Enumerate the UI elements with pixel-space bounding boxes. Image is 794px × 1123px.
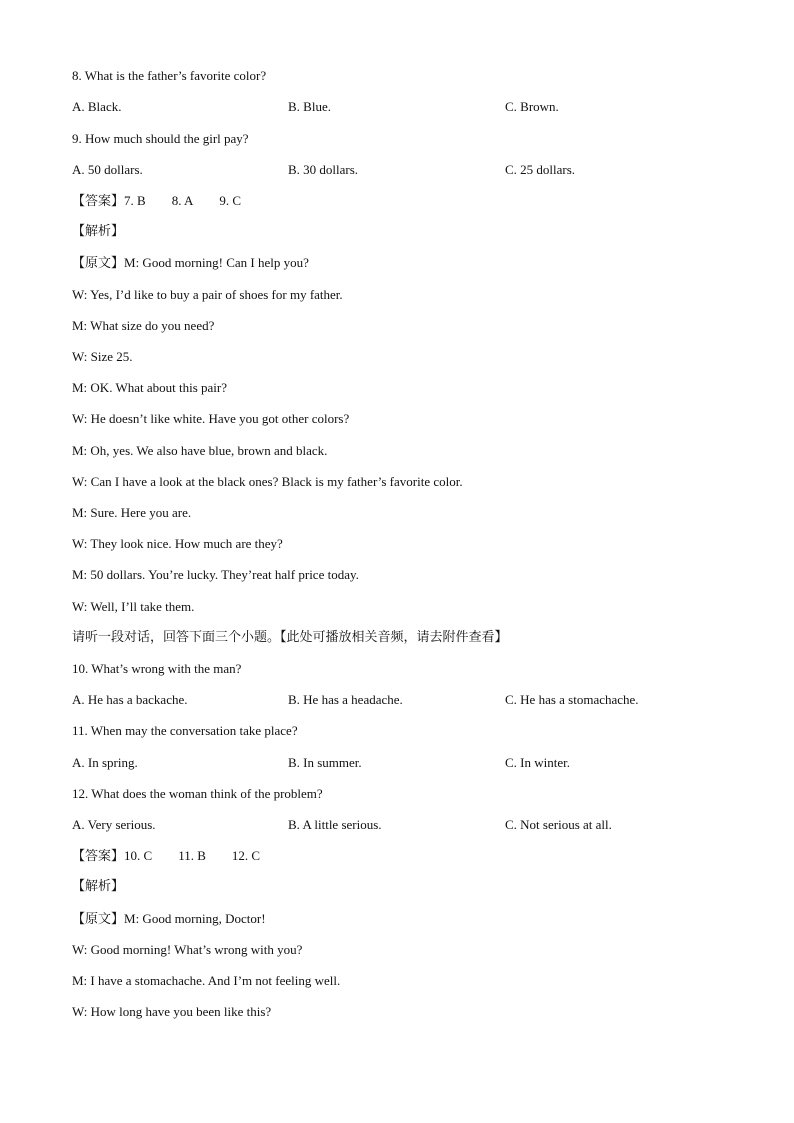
answer-item: 11. B — [178, 848, 206, 863]
q10-option-c: C. He has a stomachache. — [505, 692, 639, 707]
q10-option-a: A. He has a backache. — [72, 692, 188, 707]
q11-option-c: C. In winter. — [505, 755, 570, 770]
transcript-line: W: Good morning! What’s wrong with you? — [72, 942, 303, 957]
q12-option-a: A. Very serious. — [72, 817, 156, 832]
q9-option-c: C. 25 dollars. — [505, 162, 576, 177]
answer-item: 8. A — [171, 193, 194, 208]
question-10: 10. What’s wrong with the man? — [72, 661, 242, 676]
answer-item: 10. C — [124, 848, 153, 863]
transcript-label: 【原文】 — [72, 256, 125, 271]
transcript-line — [72, 911, 266, 928]
transcript-text: M: Good morning! Can I help you? — [124, 255, 309, 270]
listening-instruction: 请听一段对话，回答下面三个小题。【此处可播放相关音频，请去附件查看】 — [72, 630, 508, 645]
transcript-line — [72, 255, 309, 272]
answer-line-2 — [72, 848, 260, 865]
answer-item: 9. C — [219, 193, 242, 208]
transcript-line: W: Yes, I’d like to buy a pair of shoes for my father. — [72, 287, 343, 302]
question-9: 9. How much should the girl pay? — [72, 131, 249, 146]
transcript-line: W: He doesn’t like white. Have you got other colors? — [72, 411, 350, 426]
q11-option-b: B. In summer. — [288, 755, 362, 770]
q10-option-b: B. He has a headache. — [288, 692, 403, 707]
question-8: 8. What is the father’s favorite color? — [72, 68, 267, 83]
q12-option-c: C. Not serious at all. — [505, 817, 612, 832]
transcript-line: M: Oh, yes. We also have blue, brown and black. — [72, 443, 328, 458]
answer-label: 【答案】 — [72, 194, 125, 209]
q11-option-a: A. In spring. — [72, 755, 138, 770]
analysis-label: 【解析】 — [72, 224, 125, 239]
q8-option-c: C. Brown. — [505, 99, 559, 114]
q8-option-a: A. Black. — [72, 99, 122, 114]
analysis-label: 【解析】 — [72, 879, 125, 894]
answer-item: 7. B — [124, 193, 146, 208]
question-11: 11. When may the conversation take place? — [72, 723, 298, 738]
transcript-label: 【原文】 — [72, 912, 125, 927]
transcript-line: M: I have a stomachache. And I’m not feeling well. — [72, 973, 341, 988]
q9-option-b: B. 30 dollars. — [288, 162, 359, 177]
transcript-line: M: OK. What about this pair? — [72, 380, 228, 395]
transcript-line: W: Size 25. — [72, 349, 133, 364]
transcript-line: M: 50 dollars. You’re lucky. They’reat half price today. — [72, 567, 359, 582]
answer-label: 【答案】 — [72, 849, 125, 864]
answer-line-1 — [72, 193, 241, 210]
question-12: 12. What does the woman think of the problem? — [72, 786, 323, 801]
q8-option-b: B. Blue. — [288, 99, 331, 114]
q9-option-a: A. 50 dollars. — [72, 162, 143, 177]
transcript-text: M: Good morning, Doctor! — [124, 911, 266, 926]
transcript-line: W: How long have you been like this? — [72, 1004, 272, 1019]
transcript-line: M: Sure. Here you are. — [72, 505, 192, 520]
q12-option-b: B. A little serious. — [288, 817, 382, 832]
transcript-line: W: Can I have a look at the black ones? Black is my father’s favorite color. — [72, 474, 463, 489]
answer-item: 12. C — [231, 848, 261, 863]
transcript-line: M: What size do you need? — [72, 318, 215, 333]
transcript-line: W: They look nice. How much are they? — [72, 536, 283, 551]
transcript-line: W: Well, I’ll take them. — [72, 599, 195, 614]
